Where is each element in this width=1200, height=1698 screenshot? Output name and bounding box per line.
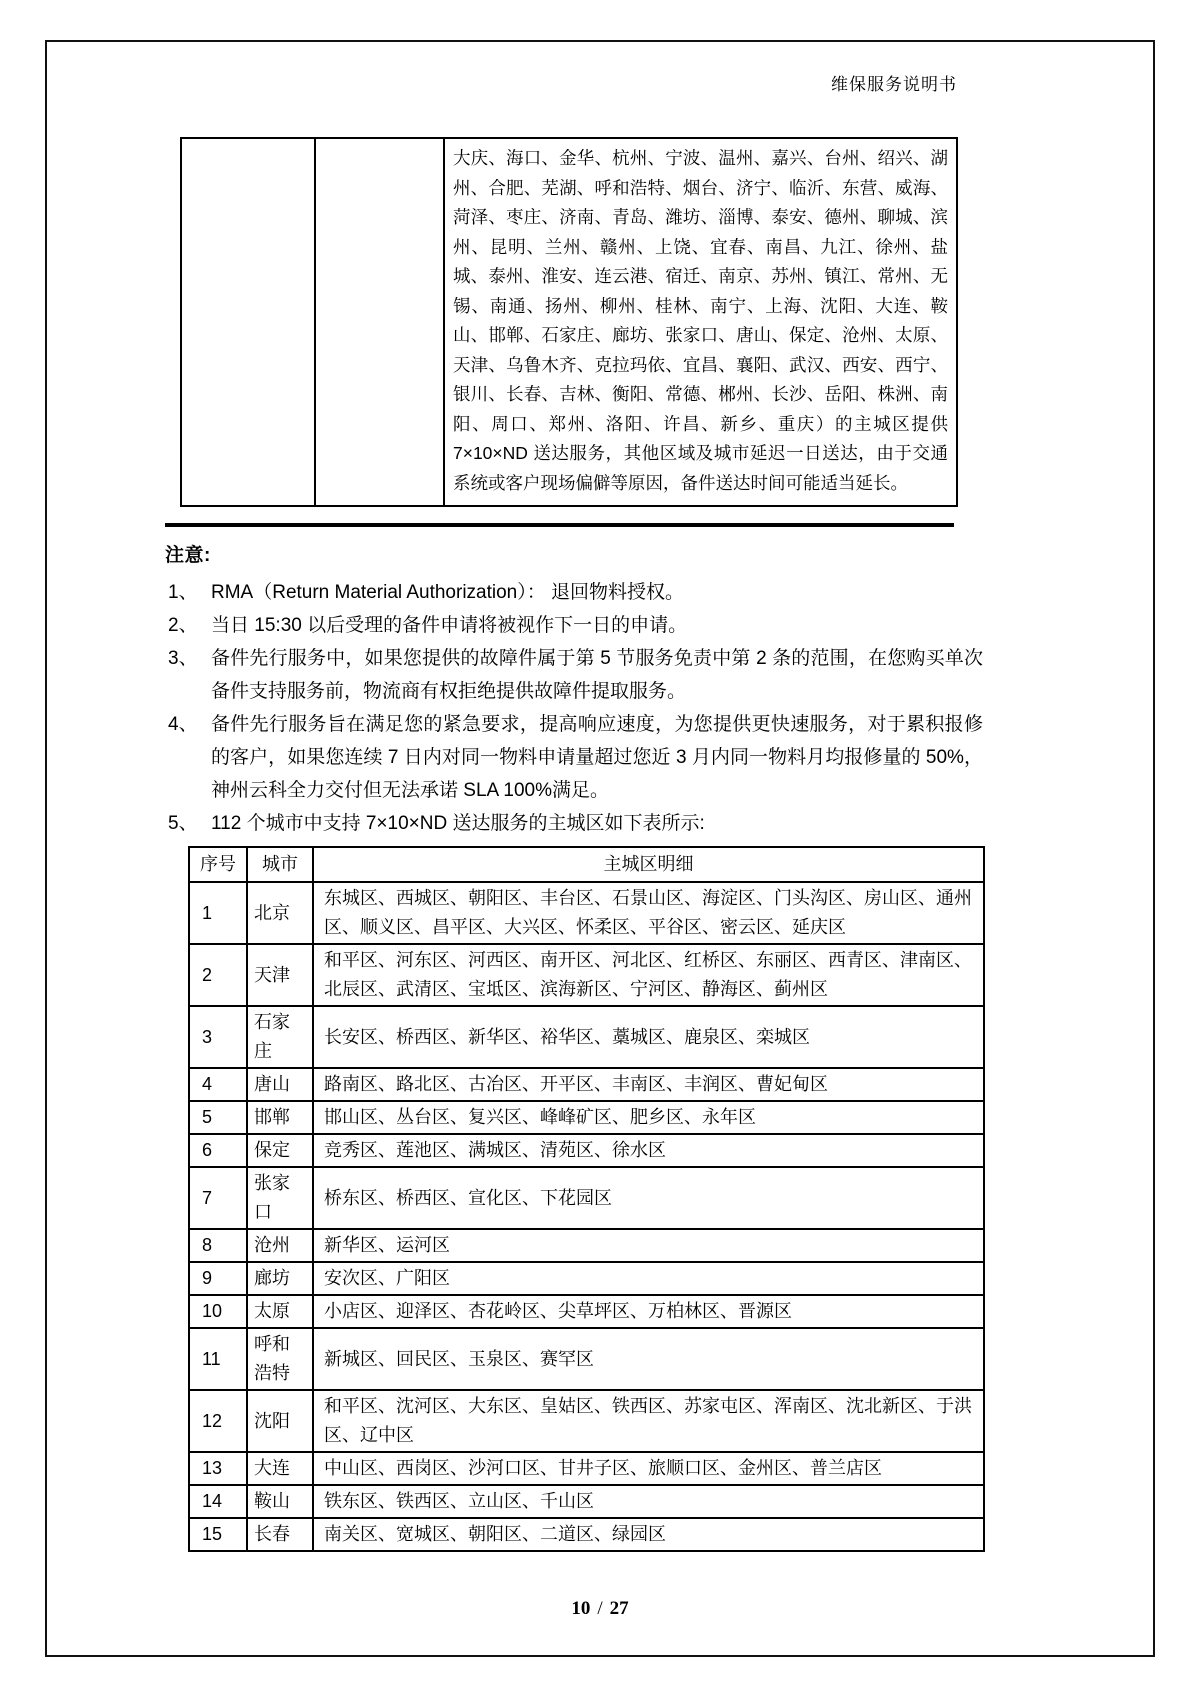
cell-row-number: 3 (189, 1006, 247, 1068)
note-number: 2、 (168, 615, 198, 636)
note-item (165, 609, 985, 642)
table-row (189, 1518, 984, 1551)
cell-row-number: 15 (189, 1518, 247, 1551)
table-row (189, 1452, 984, 1485)
page-content (165, 0, 985, 1552)
cell-districts: 东城区、西城区、朝阳区、丰台区、石景山区、海淀区、门头沟区、房山区、通州区、顺义区、昌平区、大兴区、怀柔区、平谷区、密云区、延庆区 (313, 882, 984, 944)
continued-service-table (180, 137, 958, 507)
cell-city-name: 沈阳 (247, 1390, 313, 1452)
page-total: 27 (609, 1598, 629, 1619)
notes-list (165, 576, 985, 840)
cell-row-number: 10 (189, 1295, 247, 1328)
city-districts-table (188, 846, 985, 1552)
cell-districts: 安次区、广阳区 (313, 1262, 984, 1295)
cell-city-name: 张家口 (247, 1167, 313, 1229)
table-row (189, 1006, 984, 1068)
thick-divider-line (165, 523, 954, 527)
note-item (165, 807, 985, 840)
empty-cell-col2 (315, 138, 444, 506)
table-header-row (189, 847, 984, 882)
note-number: 4、 (168, 714, 198, 735)
cell-districts: 小店区、迎泽区、杏花岭区、尖草坪区、万柏林区、晋源区 (313, 1295, 984, 1328)
page-separator: / (597, 1598, 603, 1619)
cell-districts: 新城区、回民区、玉泉区、赛罕区 (313, 1328, 984, 1390)
cell-city-name: 北京 (247, 882, 313, 944)
cell-city-name: 邯郸 (247, 1101, 313, 1134)
cell-row-number: 2 (189, 944, 247, 1006)
delivery-cities-cell: 大庆、海口、金华、杭州、宁波、温州、嘉兴、台州、绍兴、湖州、合肥、芜湖、呼和浩特、烟台、济宁、临沂、东营、威海、菏泽、枣庄、济南、青岛、潍坊、淄博、泰安、德州、聊城、滨州、昆明、兰州、赣州、上饶、宜春、南昌、九江、徐州、盐城、泰州、淮安、连云港、宿迁、南京、苏州、镇江、常州、无锡、南通、扬州、柳州、桂林、南宁、上海、沈阳、大连、鞍山、邯郸、石家庄、廊坊、张家口、唐山、保定、沧州、太原、天津、乌鲁木齐、克拉玛依、宜昌、襄阳、武汉、西安、西宁、银川、长春、吉林、衡阳、常德、郴州、长沙、岳阳、株洲、南阳、周口、郑州、洛阳、许昌、新乡、重庆）的主城区提供 7×10×ND 送达服务，其他区域及城市延迟一日送达，由于交通系统或客户现场偏僻等原因，备件送达时间可能适当延长。 (444, 138, 957, 506)
table-row (189, 944, 984, 1006)
note-number: 3、 (168, 648, 198, 669)
note-number: 1、 (168, 582, 198, 603)
cell-districts: 铁东区、铁西区、立山区、千山区 (313, 1485, 984, 1518)
cell-city-name: 长春 (247, 1518, 313, 1551)
note-text: 112 个城市中支持 7×10×ND 送达服务的主城区如下表所示: (211, 813, 705, 834)
cell-row-number: 5 (189, 1101, 247, 1134)
cell-city-name: 鞍山 (247, 1485, 313, 1518)
note-number: 5、 (168, 813, 198, 834)
cell-row-number: 7 (189, 1167, 247, 1229)
cell-row-number: 4 (189, 1068, 247, 1101)
table-row (189, 1101, 984, 1134)
cell-city-name: 天津 (247, 944, 313, 1006)
cell-city-name: 唐山 (247, 1068, 313, 1101)
cell-districts: 路南区、路北区、古冶区、开平区、丰南区、丰润区、曹妃甸区 (313, 1068, 984, 1101)
note-text: 当日 15:30 以后受理的备件申请将被视作下一日的申请。 (211, 615, 688, 636)
cell-districts: 长安区、桥西区、新华区、裕华区、藁城区、鹿泉区、栾城区 (313, 1006, 984, 1068)
note-item (165, 708, 985, 807)
header-no: 序号 (189, 847, 247, 882)
cell-city-name: 呼和浩特 (247, 1328, 313, 1390)
table-row (189, 882, 984, 944)
note-text: 备件先行服务旨在满足您的紧急要求，提高响应速度，为您提供更快速服务，对于累积报修的客户，如果您连续 7 日内对同一物料申请量超过您近 3 月内同一物料月均报修量的 50%，神州云科全力交付但无法承诺 SLA 100%满足。 (211, 714, 983, 801)
table-row (189, 1134, 984, 1167)
cell-row-number: 9 (189, 1262, 247, 1295)
page-number: 10 (571, 1598, 591, 1619)
cell-city-name: 大连 (247, 1452, 313, 1485)
note-item (165, 576, 985, 609)
cell-row-number: 12 (189, 1390, 247, 1452)
cell-city-name: 沧州 (247, 1229, 313, 1262)
cell-row-number: 13 (189, 1452, 247, 1485)
cell-city-name: 保定 (247, 1134, 313, 1167)
cell-row-number: 6 (189, 1134, 247, 1167)
note-text: 备件先行服务中，如果您提供的故障件属于第 5 节服务免责中第 2 条的范围，在您购买单次备件支持服务前，物流商有权拒绝提供故障件提取服务。 (211, 648, 983, 702)
empty-cell-col1 (181, 138, 315, 506)
cell-row-number: 11 (189, 1328, 247, 1390)
table-row (189, 1485, 984, 1518)
city-table-body (189, 882, 984, 1551)
table-row (189, 1167, 984, 1229)
table-row (189, 1068, 984, 1101)
table-row (189, 1295, 984, 1328)
cell-districts: 桥东区、桥西区、宣化区、下花园区 (313, 1167, 984, 1229)
cell-city-name: 石家庄 (247, 1006, 313, 1068)
table-row (189, 1328, 984, 1390)
cell-districts: 和平区、河东区、河西区、南开区、河北区、红桥区、东丽区、西青区、津南区、北辰区、武清区、宝坻区、滨海新区、宁河区、静海区、蓟州区 (313, 944, 984, 1006)
document-header-title: 维保服务说明书 (831, 75, 957, 94)
page-footer (0, 1598, 1200, 1620)
cell-districts: 竞秀区、莲池区、满城区、清苑区、徐水区 (313, 1134, 984, 1167)
table-row (189, 1262, 984, 1295)
cell-row-number: 8 (189, 1229, 247, 1262)
notes-heading: 注意: (165, 545, 211, 566)
note-text: RMA（Return Material Authorization）： 退回物料授权。 (211, 582, 685, 603)
note-item (165, 642, 985, 708)
cell-row-number: 14 (189, 1485, 247, 1518)
cell-districts: 南关区、宽城区、朝阳区、二道区、绿园区 (313, 1518, 984, 1551)
table-row (189, 1229, 984, 1262)
table-row (181, 138, 957, 506)
table-row (189, 1390, 984, 1452)
cell-city-name: 太原 (247, 1295, 313, 1328)
cell-districts: 新华区、运河区 (313, 1229, 984, 1262)
cell-row-number: 1 (189, 882, 247, 944)
header-city: 城市 (247, 847, 313, 882)
cell-districts: 和平区、沈河区、大东区、皇姑区、铁西区、苏家屯区、浑南区、沈北新区、于洪区、辽中区 (313, 1390, 984, 1452)
cell-districts: 邯山区、丛台区、复兴区、峰峰矿区、肥乡区、永年区 (313, 1101, 984, 1134)
cell-city-name: 廊坊 (247, 1262, 313, 1295)
header-districts: 主城区明细 (313, 847, 984, 882)
cell-districts: 中山区、西岗区、沙河口区、甘井子区、旅顺口区、金州区、普兰店区 (313, 1452, 984, 1485)
